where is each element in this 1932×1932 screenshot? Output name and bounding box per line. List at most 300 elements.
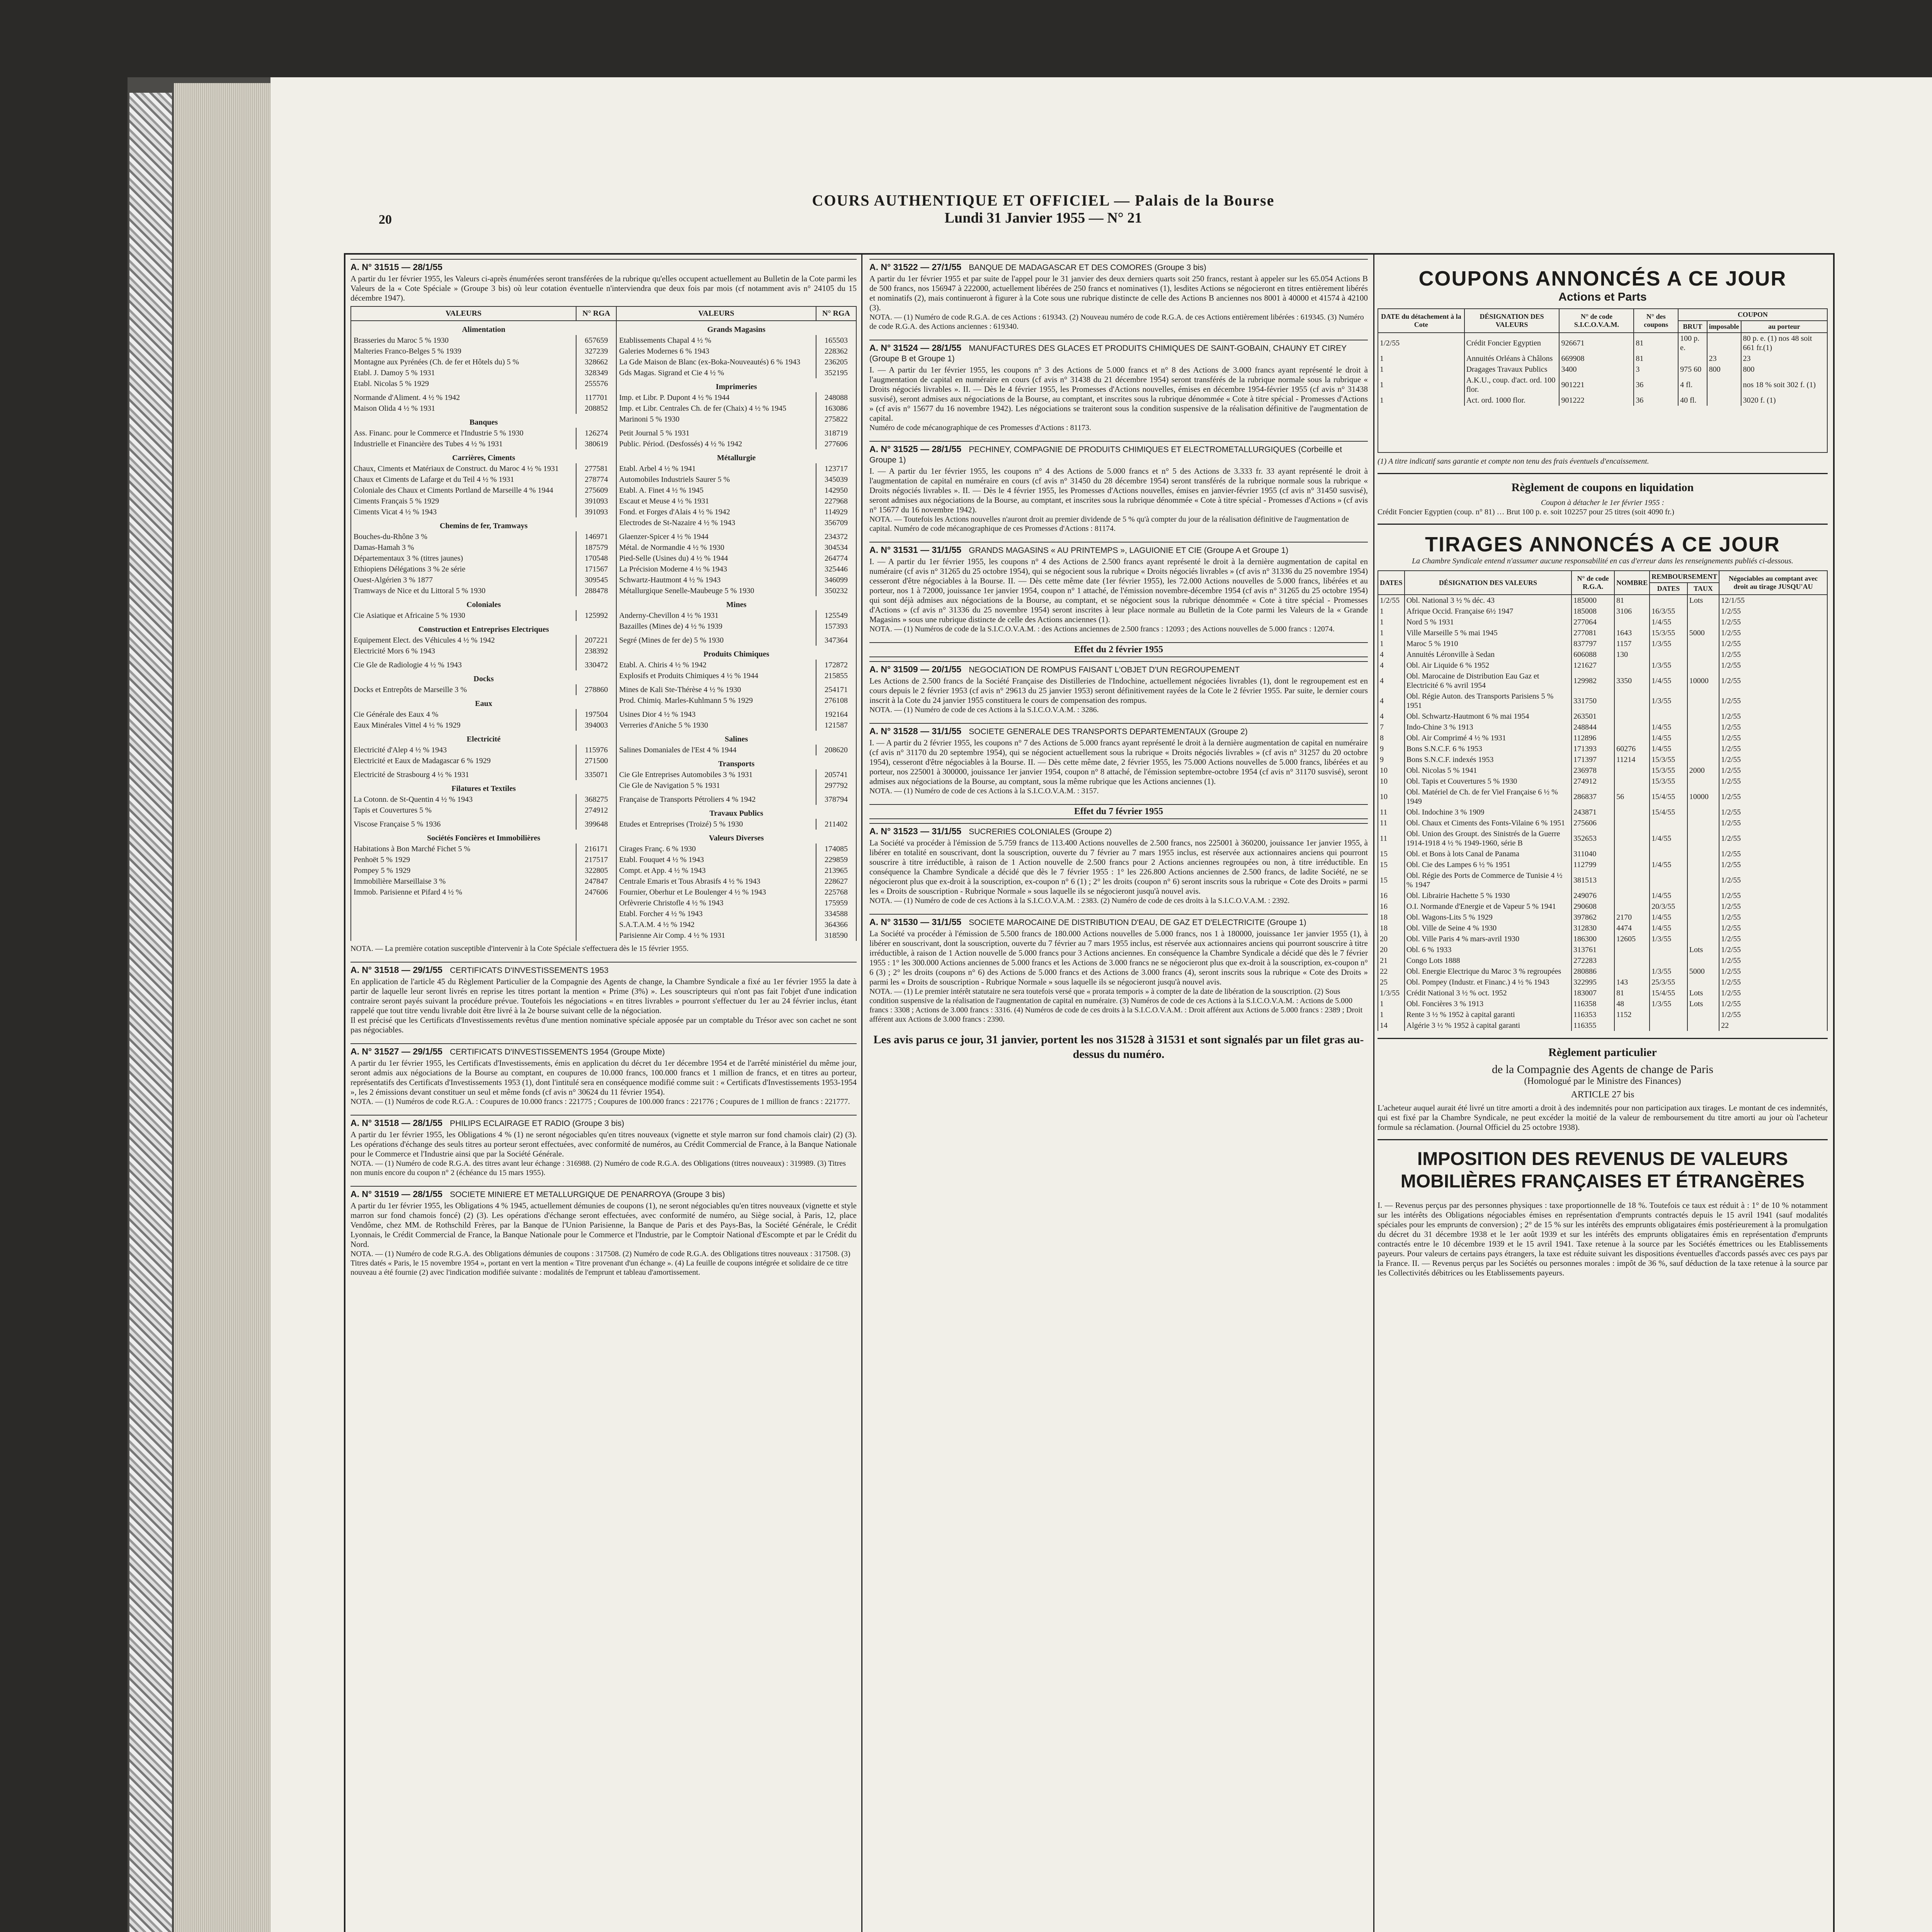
coupon-cell: A.K.U., coup. d'act. ord. 100 flor.	[1464, 375, 1560, 395]
tirage-cell: Obl. Wagons-Lits 5 % 1929	[1405, 912, 1571, 923]
tirage-row	[1378, 671, 1827, 691]
coupon-cell: 800	[1707, 364, 1741, 375]
group-heading: Docks	[351, 670, 616, 684]
tirage-cell: 12/1/55	[1719, 595, 1827, 606]
coupon-cell: 800	[1741, 364, 1827, 375]
notice-ref: A. N° 31518 — 28/1/55 PHILIPS ECLAIRAGE ET RADIO (Groupe 3 bis)	[350, 1115, 857, 1128]
valeur-name: Electricité Mors 6 % 1943	[351, 646, 576, 660]
imposition-title: IMPOSITION DES REVENUS DE VALEURS MOBILIÈRES FRANÇAISES ET ÉTRANGÈRES	[1400, 1149, 1805, 1192]
tirage-cell: 5000	[1687, 628, 1719, 638]
tirage-cell: 837797	[1571, 638, 1614, 649]
tirage-cell: 16/3/55	[1650, 606, 1687, 617]
tirage-cell: Congo Lots 1888	[1405, 955, 1571, 966]
page-number: 20	[379, 213, 392, 227]
notice-body: Les Actions de 2.500 francs de la Société Française des Distilleries de l'Indochine, actuellement négociées livrables (1), dont le regroupement est en cours depuis le 2 février 1953 (cf avis n° 29613 du 25 janvier 1953) seront définitivement rayées de la Cote le 2 février 1955. Par suite, le dernier cours inscrit à la Cote du 24 janvier 1955 constituera le cours de compensation des rompus.	[869, 676, 1368, 705]
valeur-name: Immobilière Marseillaise 3 %	[351, 876, 576, 887]
marbled-edge	[129, 93, 172, 1932]
table-row	[351, 439, 856, 449]
reglement-particulier-title: Règlement particulier	[1548, 1046, 1657, 1059]
tirage-cell: 1/2/55	[1719, 787, 1827, 807]
tirage-cell: 1/2/55	[1719, 966, 1827, 977]
tirages-notice: La Chambre Syndicale entend n'assumer aucune responsabilité en cas d'erreur dans les renseignements publiés ci-dessous.	[1412, 557, 1794, 565]
valeur-name: Brasseries du Maroc 5 % 1930	[351, 335, 576, 346]
rga-code: 368275	[576, 794, 616, 805]
notice-sucreries	[869, 823, 1368, 905]
tirage-row	[1378, 923, 1827, 934]
tirage-row	[1378, 870, 1827, 890]
tirage-cell: 9	[1378, 743, 1405, 754]
valeur-name: Départementaux 3 % (titres jaunes)	[351, 553, 576, 564]
rga-code: 238392	[576, 646, 616, 660]
tirage-cell: 116355	[1571, 1020, 1614, 1031]
notice-note: Numéro de code mécanographique de ces Promesses d'Actions : 81173.	[869, 423, 1091, 432]
table-row	[351, 621, 856, 635]
rga-code: 346099	[816, 575, 856, 585]
table-row	[351, 392, 856, 403]
tirage-cell: 1/4/55	[1650, 733, 1687, 743]
tirage-cell: 243871	[1571, 807, 1614, 818]
table-row	[351, 564, 856, 575]
rga-code: 123717	[816, 463, 856, 474]
tirage-cell: 1	[1378, 1009, 1405, 1020]
valeur-name: Compt. et App. 4 ½ % 1943	[616, 865, 816, 876]
tirage-cell: Rente 3 ½ % 1952 à capital garanti	[1405, 1009, 1571, 1020]
valeur-name: Maison Olida 4 ½ % 1931	[351, 403, 576, 414]
valeur-name: Habitations à Bon Marché Fichet 5 %	[351, 844, 576, 854]
valeur-name: Public. Périod. (Desfossés) 4 ½ % 1942	[616, 439, 816, 449]
tirage-cell: Obl. 6 % 1933	[1405, 944, 1571, 955]
coupon-row	[1378, 353, 1827, 364]
table-row	[351, 670, 856, 684]
rga-code: 146971	[576, 531, 616, 542]
table-row	[351, 919, 856, 930]
empty-cell	[351, 930, 576, 941]
table-row	[351, 876, 856, 887]
valeur-name: Chaux et Ciments de Lafarge et du Teil 4 ½ % 1931	[351, 474, 576, 485]
tirage-cell: Ville Marseille 5 % mai 1945	[1405, 628, 1571, 638]
notice-ref: A. N° 31530 — 31/1/55 SOCIETE MAROCAINE DE DISTRIBUTION D'EAU, DE GAZ ET D'ELECTRICITE (Groupe 1)	[869, 914, 1368, 927]
notice-note: NOTA. — La première cotation susceptible d'intervenir à la Cote Spéciale s'effectuera dès le 15 février 1955.	[350, 944, 689, 953]
tirage-cell	[1614, 1020, 1650, 1031]
col-header: TAUX	[1687, 583, 1719, 595]
rga-code: 213965	[816, 865, 856, 876]
rga-code: 330472	[576, 660, 616, 670]
rga-code: 335071	[576, 769, 616, 780]
valeur-name: Cie Gle de Radiologie 4 ½ % 1943	[351, 660, 576, 670]
rga-code: 399648	[576, 819, 616, 830]
rga-code: 325446	[816, 564, 856, 575]
notice-note: NOTA. — Toutefois les Actions nouvelles n'auront droit au premier dividende de 5 % qu'à compter du jour de la réalisation définitive de l'augmentation de capital. Numéro de code mécanographique de ces Promesses d'Actions : 81174.	[869, 515, 1349, 533]
valeur-name: Prod. Chimiq. Marles-Kuhlmann 5 % 1929	[616, 695, 816, 709]
table-row	[351, 844, 856, 854]
valeur-name: Verreries d'Aniche 5 % 1930	[616, 720, 816, 731]
tirage-cell: 263501	[1571, 711, 1614, 722]
page-stack-edges	[174, 83, 270, 1932]
table-row	[351, 485, 856, 496]
rga-code: 297792	[816, 780, 856, 794]
valeur-name: Etabl. Forcher 4 ½ % 1943	[616, 908, 816, 919]
coupon-cell: 669908	[1559, 353, 1634, 364]
group-heading: Eaux	[351, 695, 616, 709]
reglement-line: Coupon à détacher le 1er février 1955 :	[1541, 498, 1665, 507]
tirage-cell: 1643	[1614, 628, 1650, 638]
tirage-cell: 381513	[1571, 870, 1614, 890]
tirage-cell	[1614, 776, 1650, 787]
group-heading: Transports	[616, 755, 856, 769]
valeur-name: Segré (Mines de fer de) 5 % 1930	[616, 635, 816, 646]
tirage-cell: 1/2/55	[1719, 934, 1827, 944]
rga-code: 228362	[816, 346, 856, 357]
tirage-cell	[1687, 1020, 1719, 1031]
rga-code: 170548	[576, 553, 616, 564]
tirage-cell: 15/4/55	[1650, 988, 1687, 998]
empty-cell	[576, 919, 616, 930]
tirage-row	[1378, 966, 1827, 977]
tirage-cell	[1687, 754, 1719, 765]
tirage-cell: 185008	[1571, 606, 1614, 617]
tirage-cell: 9	[1378, 754, 1405, 765]
tirage-row	[1378, 828, 1827, 849]
rga-code: 380619	[576, 439, 616, 449]
tirage-cell: 15/3/55	[1650, 776, 1687, 787]
group-heading: Valeurs Diverses	[616, 830, 856, 844]
tirage-row	[1378, 849, 1827, 859]
coupons-table-space	[1378, 406, 1828, 453]
tirage-row	[1378, 595, 1827, 606]
tirage-cell: 1	[1378, 606, 1405, 617]
divider	[1378, 1139, 1828, 1140]
table-row	[351, 585, 856, 596]
group-heading: Produits Chimiques	[616, 646, 856, 660]
coupon-cell	[1707, 395, 1741, 406]
tirage-cell	[1614, 711, 1650, 722]
table-row	[351, 346, 856, 357]
notice-body: La Société va procéder à l'émission de 5.500 francs de 180.000 Actions nouvelles de 5.000 francs, nos 1 à 180000, jouissance 1er janvier 1955 (1), à libérer en souscrivant, dont la souscription, ouverte du 7 février au 7 mars 1955 inclus, est réservée aux actionnaires anciens qui pourront souscrire à titre irréductible, à raison de 1 Action nouvelle de 5.000 francs pour 3 Actions anciennes. En conséquence la Chambre Syndicale a décidé que dès le 7 février 1955 : 1° les 300.000 Actions anciennes de 5.000 francs et les Actions de 3.000 francs ne se négocieront plus que ex-droit à la souscription, ex-coupon n° 6 (3) ; 2° les droits (coupons n° 6) des Actions de 5.000 francs et des Actions de 3.000 francs (4), seront inscrits sous la rubrique « Cote des Droits » parmi les « Droits de souscription - Rubrique Normale » sous laquelle ils se négocieront jusqu'à nouvel avis.	[869, 929, 1368, 986]
tirage-cell: 116358	[1571, 998, 1614, 1009]
tirage-cell	[1650, 595, 1687, 606]
rga-code: 117701	[576, 392, 616, 403]
table-row	[351, 428, 856, 439]
notice-body: I. — A partir du 1er février 1955, les coupons n° 3 des Actions de 5.000 francs et n° 8 des Actions de 3.000 francs ayant représenté le droit à l'augmentation de capital en numéraire en cours (cf avis n° 31438 du 21 décembre 1954) seront transférés de la rubrique normale sous la rubrique « Droits négociés livrables ». II. — Dès le 4 février 1955, les Promesses d'Actions nouvelles, émises en décembre 1954-février 1955 (cf avis n° 31438 susvisé), seront admises aux négociations de la Bourse, au comptant, et inscrites sous la rubrique dénommée « Cote à titre spécial - Promesses d'Actions » (cf avis n° 15677 du 16 novembre 1942). Les négociations se traiteront sous la condition suspensive de la réalisation définitive de l'augmentation de capital.	[869, 365, 1368, 423]
tirage-cell	[1687, 649, 1719, 660]
tirage-cell	[1687, 807, 1719, 818]
table-row	[351, 403, 856, 414]
table-row	[351, 898, 856, 908]
rga-code: 277581	[576, 463, 616, 474]
tirage-cell: Algérie 3 ½ % 1952 à capital garanti	[1405, 1020, 1571, 1031]
column-3	[1378, 259, 1828, 1278]
valeur-name: Escaut et Meuse 4 ½ % 1931	[616, 496, 816, 507]
notice-body: En application de l'article 45 du Règlement Particulier de la Compagnie des Agents de change, la Chambre Syndicale a fixé au 1er février 1955 la date à partir de laquelle leur seront livrés en reprise les titres portant la mention « Prime (3%) ». Les souscripteurs qui n'ont pas fait l'objet d'une indication contraire seront payés suivant la procédure prévue. Toutefois les négociations « en titres livrables » pourront s'effectuer du 1er au 24 février inclus, étant rappelé que tout titre vendu livrable doit être livré à la 2e bourse suivant celle de la négociation.	[350, 977, 857, 1015]
tirage-cell	[1614, 660, 1650, 671]
tirage-cell: 1/2/55	[1719, 912, 1827, 923]
rga-code: 391093	[576, 496, 616, 507]
notice-marocaine-eau	[869, 914, 1368, 1024]
tirage-cell: 1/2/55	[1719, 638, 1827, 649]
valeur-name: Galeries Modernes 6 % 1943	[616, 346, 816, 357]
table-row	[351, 709, 856, 720]
tirage-cell: 112896	[1571, 733, 1614, 743]
tirage-cell: 1/2/55	[1719, 691, 1827, 711]
tirage-cell: 48	[1614, 998, 1650, 1009]
notice-madagascar	[869, 259, 1368, 331]
tirage-cell	[1650, 1020, 1687, 1031]
rga-code: 328349	[576, 367, 616, 378]
tirage-row	[1378, 818, 1827, 828]
tirage-cell	[1614, 733, 1650, 743]
valeur-name: Ciments Français 5 % 1929	[351, 496, 576, 507]
notice-body: A partir du 1er février 1955, les Obligations 4 % 1945, actuellement démunies de coupons (1), ne seront négociables qu'en titres nouveaux (vignette et style marron sur fond chamois foncé) (2) (3). Les opérations d'échange seront effectuées, avec conformité de numéro, au Siège social, à Paris, 12, place Vendôme, chez MM. de Rothschild Frères, par la Banque de l'Union Parisienne, la Banque de Paris et des Pays-Bas, la Société Générale, le Crédit Lyonnais, le Crédit Commercial de France, la Banque Nationale pour le Commerce et l'Industrie, par le Comptoir National d'Escompte et par le Crédit du Nord.	[350, 1201, 857, 1249]
valeur-name: Métallurgique Senelle-Maubeuge 5 % 1930	[616, 585, 816, 596]
rga-code: 347364	[816, 635, 856, 646]
tirage-cell: 1/3/55	[1650, 638, 1687, 649]
rga-code: 350232	[816, 585, 856, 596]
rga-code: 322805	[576, 865, 616, 876]
tirage-cell: 311040	[1571, 849, 1614, 859]
rga-code: 334588	[816, 908, 856, 919]
tirage-cell: Obl. National 3 ½ % déc. 43	[1405, 595, 1571, 606]
table-row	[351, 596, 856, 610]
col-header: DATE du détachement à la Cote	[1378, 309, 1464, 333]
tirage-cell: Maroc 5 % 1910	[1405, 638, 1571, 649]
tirage-cell: Obl. Tapis et Couvertures 5 % 1930	[1405, 776, 1571, 787]
tirage-cell: 1/2/55	[1719, 617, 1827, 628]
reglement-particulier-sub: de la Compagnie des Agents de change de Paris	[1492, 1063, 1714, 1076]
valeur-name: Docks et Entrepôts de Marseille 3 %	[351, 684, 576, 695]
notice-note: NOTA. — (1) Numéro de code R.G.A. des titres avant leur échange : 316988. (2) Numéro de code R.G.A. des Obligations (titres nouveaux) : 319989. (3) Titres non munis encore du coupon n° 2 (échéance du 15 mars 1955).	[350, 1159, 846, 1177]
tirage-cell: 185000	[1571, 595, 1614, 606]
rga-code: 275609	[576, 485, 616, 496]
tirage-cell: 1/4/55	[1650, 923, 1687, 934]
tirage-cell: 186300	[1571, 934, 1614, 944]
tirage-cell	[1687, 818, 1719, 828]
table-row	[351, 720, 856, 731]
tirage-cell: 1/2/55	[1719, 628, 1827, 638]
table-row	[351, 367, 856, 378]
tirage-cell	[1614, 870, 1650, 890]
tirage-cell: 1/4/55	[1650, 859, 1687, 870]
rga-code: 174085	[816, 844, 856, 854]
rga-code: 142950	[816, 485, 856, 496]
valeur-name: Cie Générale des Eaux 4 %	[351, 709, 576, 720]
tirage-cell: 21	[1378, 955, 1405, 966]
table-row	[351, 930, 856, 941]
tirage-cell: 1/3/55	[1650, 660, 1687, 671]
tirage-row	[1378, 944, 1827, 955]
page-title: COURS AUTHENTIQUE ET OFFICIEL — Palais de la Bourse	[812, 192, 1275, 209]
tirage-cell: 56	[1614, 787, 1650, 807]
tirage-row	[1378, 1020, 1827, 1031]
coupon-cell: 3020 f. (1)	[1741, 395, 1827, 406]
rga-code: 391093	[576, 507, 616, 517]
tirage-cell: 1/2/55	[1719, 776, 1827, 787]
rga-code: 328662	[576, 357, 616, 367]
tirage-cell	[1687, 934, 1719, 944]
rga-code: 217517	[576, 854, 616, 865]
group-heading: Métallurgie	[616, 449, 856, 463]
tirage-cell: 1/3/55	[1650, 966, 1687, 977]
notice-ref: A. N° 31523 — 31/1/55 SUCRERIES COLONIALES (Groupe 2)	[869, 823, 1368, 837]
notice-ref: A. N° 31519 — 28/1/55 SOCIETE MINIERE ET METALLURGIQUE DE PENARROYA (Groupe 3 bis)	[350, 1186, 857, 1199]
valeur-name: Française de Transports Pétroliers 4 % 1942	[616, 794, 816, 805]
rga-code: 227968	[816, 496, 856, 507]
valeur-name: Normande d'Aliment. 4 ½ % 1942	[351, 392, 576, 403]
table-row	[351, 731, 856, 745]
tirage-cell: 10000	[1687, 671, 1719, 691]
valeur-name: Glaenzer-Spicer 4 ½ % 1944	[616, 531, 816, 542]
tirage-row	[1378, 722, 1827, 733]
tirage-cell: 277081	[1571, 628, 1614, 638]
tirage-cell	[1650, 1009, 1687, 1020]
tirage-cell: 1/3/55	[1650, 998, 1687, 1009]
coupon-row	[1378, 375, 1827, 395]
notice-ref: A. N° 31518 — 29/1/55 CERTIFICATS D'INVESTISSEMENTS 1953	[350, 962, 857, 975]
notice-31515	[350, 259, 857, 953]
coupon-cell: 1	[1378, 375, 1464, 395]
tirage-cell: Bons S.N.C.F. indexés 1953	[1405, 754, 1571, 765]
rga-code: 275822	[816, 414, 856, 428]
rga-code: 288478	[576, 585, 616, 596]
tirage-cell: 18	[1378, 923, 1405, 934]
table-row	[351, 414, 856, 428]
tirages-table	[1378, 570, 1828, 1031]
divider	[1378, 524, 1828, 525]
notice-body: A partir du 1er février 1955 et par suite de l'appel pour le 31 janvier des deux derniers quarts soit 250 francs, restant à appeler sur les 65.054 Actions B de 500 francs, nos 156947 à 222000, actuellement libérées de 250 francs et nominatives (1), lesdites Actions se négocieront en titres entièrement libérés et nominatifs (2), mais continueront à figurer à la Cote sous une rubrique distincte de celle des Actions B anciennes nos 8001 à 40000 et 41574 à 42100 (3).	[869, 274, 1368, 312]
notice-transports	[869, 723, 1368, 796]
coupon-cell: 40 fl.	[1678, 395, 1707, 406]
tirage-cell: 1/4/55	[1650, 743, 1687, 754]
group-heading: Grands Magasins	[616, 321, 856, 335]
coupon-cell	[1678, 353, 1707, 364]
tirage-cell: Obl. Ville de Seine 4 % 1930	[1405, 923, 1571, 934]
rga-code: 208620	[816, 745, 856, 755]
tirage-cell: 4474	[1614, 923, 1650, 934]
tirage-cell: 4	[1378, 660, 1405, 671]
col-header: au porteur	[1741, 321, 1827, 333]
divider	[1378, 1038, 1828, 1039]
coupon-cell: 100 p. e.	[1678, 333, 1707, 353]
tirage-cell: 1/2/55	[1719, 944, 1827, 955]
coupons-footnote: (1) A titre indicatif sans garantie et compte non tenu des frais éventuels d'encaissement.	[1378, 457, 1649, 466]
coupon-cell: 36	[1634, 395, 1678, 406]
rga-code: 309545	[576, 575, 616, 585]
tirage-cell: 60276	[1614, 743, 1650, 754]
tirage-cell: 1/2/55	[1719, 1009, 1827, 1020]
table-row	[351, 610, 856, 621]
tirage-row	[1378, 628, 1827, 638]
tirage-row	[1378, 912, 1827, 923]
tirage-cell: 1/2/55	[1719, 722, 1827, 733]
tirage-cell	[1650, 711, 1687, 722]
notice-31518	[350, 962, 857, 1035]
rga-code: 205741	[816, 769, 856, 780]
imposition-body: I. — Revenus perçus par des personnes physiques : taxe proportionnelle de 18 %. Toutefois ce taux est réduit à : 1° de 10 % notamment sur les intérêts des Obligations négociables émises en représentation d'emprunts contractés depuis le 15 avril 1941 (sauf modalités spéciales pour les emprunts de conversion) ; 2° de 15 % sur les intérêts des emprunts obligataires émis postérieurement à la promulgation du décret du 31 décembre 1938 et le 1er août 1939 et sur les intérêts des emprunts obligataires émis en représentation d'emprunts contractés entre le 10 décembre 1939 et le 15 avril 1941. Taxe retenue à la source par les Sociétés émettrices ou les Etablissements payeurs. Pour valeurs de certains pays étrangers, la taxe est réduite suivant les dispositions éventuelles d'accords passés avec ces pays par la France. II. — Revenus perçus par les Sociétés ou personnes morales : impôt de 36 %, sauf déduction de la taxe retenue à la source par les Collectivités débitrices ou les Etablissements payeurs.	[1378, 1201, 1828, 1277]
rga-code: 229859	[816, 854, 856, 865]
coupon-cell: Annuités Orléans à Châlons	[1464, 353, 1560, 364]
tirage-cell: 1/2/55	[1719, 754, 1827, 765]
rga-code: 247606	[576, 887, 616, 898]
valeur-name: Etabl. Nicolas 5 % 1929	[351, 378, 576, 392]
tirage-cell	[1687, 955, 1719, 966]
tirage-cell: 606088	[1571, 649, 1614, 660]
group-heading: Banques	[351, 414, 616, 428]
valeur-name: Imp. et Libr. P. Dupont 4 ½ % 1944	[616, 392, 816, 403]
group-heading: Salines	[616, 731, 856, 745]
tirage-row	[1378, 1009, 1827, 1020]
tirage-cell	[1687, 859, 1719, 870]
col-header-rga: N° RGA	[816, 306, 856, 321]
tirage-row	[1378, 638, 1827, 649]
tirage-cell: Crédit National 3 ½ % oct. 1952	[1405, 988, 1571, 998]
tirage-cell	[1614, 955, 1650, 966]
notice-body: A partir du 1er février 1955, les Valeurs ci-après énumérées seront transférées de la rubrique qu'elles occupent actuellement au Bulletin de la Cote parmi les Valeurs de la « Cote Spéciale » (Groupe 3 bis) où leur cotation éventuelle n'interviendra que deux fois par mois (cf notamment avis n° 24105 du 15 décembre 1947).	[350, 274, 857, 303]
tirage-row	[1378, 743, 1827, 754]
valeur-name: Electricité d'Alep 4 ½ % 1943	[351, 745, 576, 755]
tirage-cell: 1/2/55	[1719, 923, 1827, 934]
tirage-cell: Obl. Foncières 3 % 1913	[1405, 998, 1571, 1009]
coupons-table	[1378, 308, 1828, 406]
tirage-cell: Obl. et Bons à lots Canal de Panama	[1405, 849, 1571, 859]
notice-body: Il est précisé que les Certificats d'Investissements revêtus d'une mention nominative spéciale apposée par un comptable du Trésor avec son cachet ne sont pas négociables.	[350, 1015, 857, 1034]
coupon-cell: 1/2/55	[1378, 333, 1464, 353]
tirage-cell: Lots	[1687, 944, 1719, 955]
tirage-row	[1378, 977, 1827, 988]
tirage-cell: Obl. Chaux et Ciments des Fonts-Vilaine 6 % 1951	[1405, 818, 1571, 828]
tirage-row	[1378, 955, 1827, 966]
tirage-cell	[1687, 743, 1719, 754]
coupon-cell: 901222	[1559, 395, 1634, 406]
tirage-cell: 16	[1378, 901, 1405, 912]
tirage-cell: 81	[1614, 988, 1650, 998]
rga-code: 114929	[816, 507, 856, 517]
valeur-name: Pompey 5 % 1929	[351, 865, 576, 876]
tirage-cell: 8	[1378, 733, 1405, 743]
notice-ref: A. N° 31515 — 28/1/55	[350, 259, 857, 272]
tirage-cell	[1687, 691, 1719, 711]
tirage-row	[1378, 691, 1827, 711]
tirage-cell: Obl. Air Comprimé 4 ½ % 1931	[1405, 733, 1571, 743]
rga-code: 192164	[816, 709, 856, 720]
col-group-header: COUPON	[1678, 309, 1827, 321]
article-body: L'acheteur auquel aurait été livré un titre amorti a droit à des indemnités pour non participation aux tirages. Le montant de ces indemnités, qui est fixé par la Chambre Syndicale, ne peut excéder la moitié de la valeur de remboursement du titre amorti au jour où l'acheteur formule sa réclamation. (Journal Officiel du 25 octobre 1938).	[1378, 1103, 1828, 1132]
tirage-cell: 1/3/55	[1650, 691, 1687, 711]
tirage-cell: 1/2/55	[1719, 890, 1827, 901]
valeur-name: Etudes et Entreprises (Troizé) 5 % 1930	[616, 819, 816, 830]
valeur-name: Electrodes de St-Nazaire 4 ½ % 1943	[616, 517, 816, 531]
valeur-name: Etabl. Fouquet 4 ½ % 1943	[616, 854, 816, 865]
tirage-row	[1378, 859, 1827, 870]
tirage-cell: Obl. Energie Electrique du Maroc 3 % regroupées	[1405, 966, 1571, 977]
notice-note: NOTA. — (1) Numéro de code R.G.A. de ces Actions : 619343. (2) Nouveau numéro de code R.G.A. de ces Actions entièrement libérées : 619345. (3) Numéro de code R.G.A. des Actions anciennes : 619340.	[869, 313, 1364, 331]
valeur-name: Anderny-Chevillon 4 ½ % 1931	[616, 610, 816, 621]
tirage-cell: 1/2/55	[1719, 998, 1827, 1009]
page-header	[657, 191, 1430, 226]
valeur-name: S.A.T.A.M. 4 ½ % 1942	[616, 919, 816, 930]
tirage-cell: 183007	[1571, 988, 1614, 998]
tirage-cell: 1	[1378, 617, 1405, 628]
tirage-cell: 121627	[1571, 660, 1614, 671]
group-heading: Mines	[616, 596, 856, 610]
tirage-cell: 1/4/55	[1650, 722, 1687, 733]
rga-code: 175959	[816, 898, 856, 908]
valeur-name: Imp. et Libr. Centrales Ch. de fer (Chaix) 4 ½ % 1945	[616, 403, 816, 414]
tirage-cell: 1152	[1614, 1009, 1650, 1020]
valeur-name: Marinoni 5 % 1930	[616, 414, 816, 428]
valeur-name: Bazailles (Mines de) 4 ½ % 1939	[616, 621, 816, 635]
empty-cell	[576, 898, 616, 908]
tirage-cell	[1614, 890, 1650, 901]
notice-rompus	[869, 661, 1368, 714]
